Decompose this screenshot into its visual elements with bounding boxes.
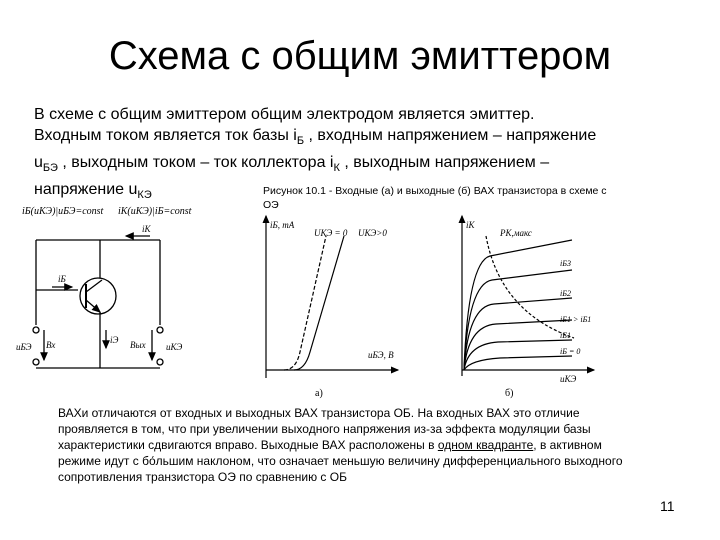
output-curve-4: [464, 320, 572, 370]
in-label: Вх: [46, 340, 56, 350]
intro-line-3: $u_{БЭ}$ , выходным током – ток коллектора $i_К$ , выходным напряжением –: [34, 154, 550, 175]
graph-a-sublabel: а): [315, 388, 323, 399]
output-curve-1: [464, 240, 572, 370]
bottom-paragraph: ВАХи отличаются от входных и выходных ВАХ транзистора ОБ. На входных ВАХ это отличие проявляется в том, что при увеличении выходного напряжения из-за эффекта модуляции базы характеристики сдвигаются вправо. Выходные ВАХ расположены в одном квадранте, в активном режиме идут с бо́льшим наклоном, что означает меньшую величину дифференциального выходного сопротивления транзистора ОЭ по сравнению с ОБ: [58, 406, 623, 484]
graph-a-curve2-label: UКЭ>0: [358, 228, 387, 238]
out-label: Вых: [130, 340, 146, 350]
input-curve-uke-0: [284, 236, 326, 370]
output-curve-3: [464, 298, 572, 370]
output-curve-6: [464, 356, 572, 370]
graph-b-x-label: uКЭ: [560, 374, 577, 384]
ik-label: iК: [142, 224, 151, 234]
right-formula: iК(uКЭ)|iБ=const: [118, 206, 192, 217]
page-number: 11: [660, 498, 675, 514]
graph-b-y-label: iК: [466, 220, 475, 230]
graph-b-curve-label-2: iБ2: [560, 289, 571, 298]
intro-line-4: напряжение $u_{КЭ}$: [34, 181, 152, 202]
graph-b-curve-label-3: iБ1 > iБ1: [560, 315, 592, 324]
graph-b: [462, 216, 594, 399]
graph-a-curve1-label: UКЭ = 0: [314, 228, 348, 238]
graph-b-sublabel: б): [505, 388, 514, 399]
graph-b-curve-label-4: iБ1: [560, 331, 571, 340]
underlined-term: одном квадранте: [437, 438, 534, 452]
uke-label: uКЭ: [166, 342, 183, 352]
graph-b-curve-label-5: iБ = 0: [560, 347, 581, 356]
graph-a-x-label: uБЭ, В: [368, 350, 394, 360]
input-curve-uke-pos: [294, 236, 344, 370]
graph-a-y-label: iБ, mA: [270, 220, 295, 230]
left-formula: iБ(uКЭ)|uБЭ=const: [22, 206, 104, 217]
slide-title: Схема с общим эмиттером: [108, 34, 612, 78]
graph-a: [266, 216, 398, 399]
circuit-diagram: [16, 206, 192, 368]
ube-label: uБЭ: [16, 342, 32, 352]
graph-b-curve-label-1: iБ3: [560, 259, 571, 268]
figure-caption: Рисунок 10.1 - Входные (а) и выходные (б) ВАХ транзистора в схеме с ОЭ: [263, 185, 607, 211]
ie-label: iЭ: [110, 335, 119, 345]
ib-label: iБ: [58, 274, 66, 284]
output-curve-5: [464, 340, 572, 370]
intro-line-1: В схеме с общим эмиттером общим электродом является эмиттер.: [34, 106, 535, 123]
output-curve-2: [464, 270, 572, 370]
intro-line-2: Входным током является ток базы $i_Б$ , входным напряжением – напряжение: [34, 127, 597, 148]
graph-b-pmax-label: PК,макс: [500, 228, 532, 238]
